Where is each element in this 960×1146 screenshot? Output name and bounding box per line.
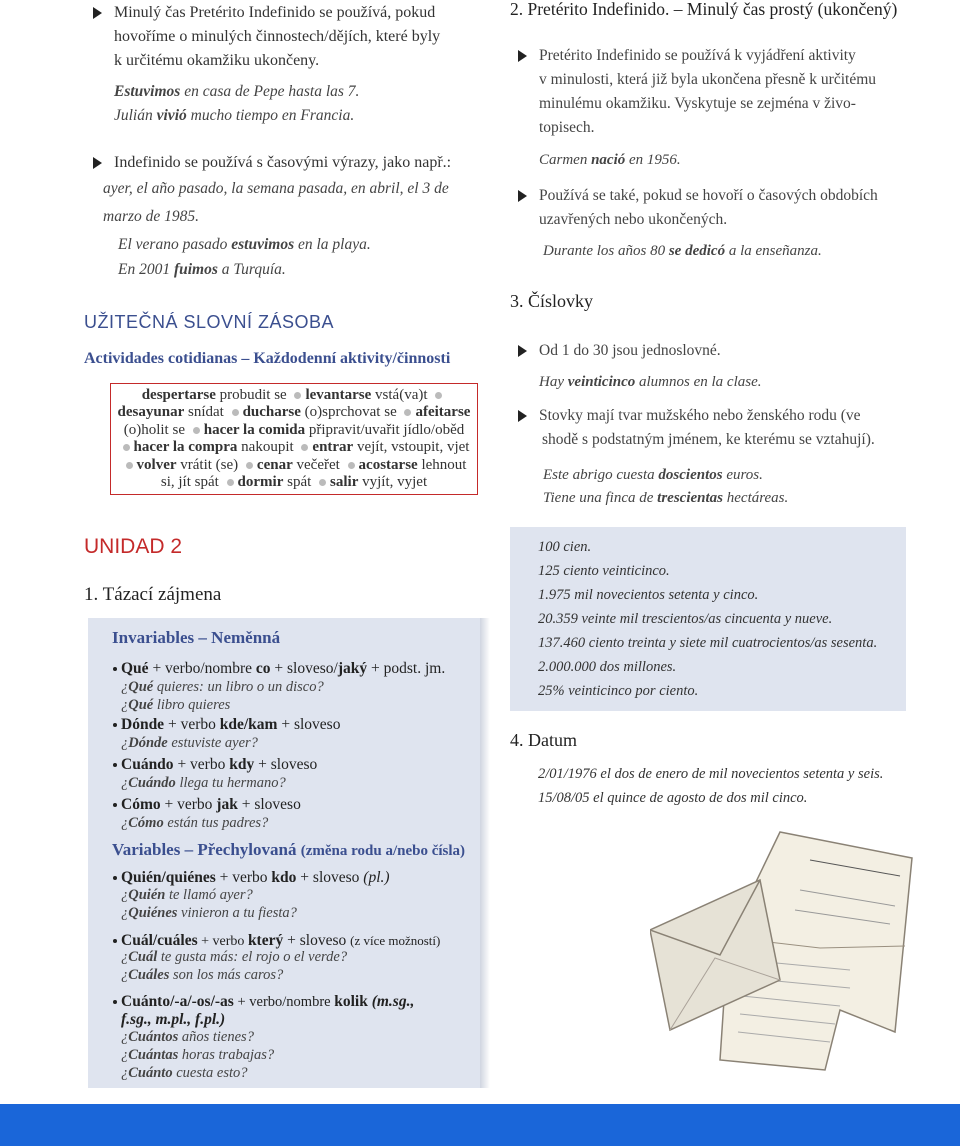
triangle-bullet-icon xyxy=(518,190,527,202)
dot-separator xyxy=(126,462,133,469)
triangle-bullet-icon xyxy=(518,50,527,62)
triangle-bullet-icon xyxy=(93,157,102,169)
question-example: ¿Quiénes vinieron a tu fiesta? xyxy=(121,905,297,921)
invariables-title: Invariables – Neměnná xyxy=(112,628,281,647)
numbers-panel xyxy=(510,527,906,711)
question-row: Qué + verbo/nombre co + sloveso/jaký + podst. jm. xyxy=(121,660,446,677)
section-heading: 4. Datum xyxy=(510,730,577,750)
dot-separator xyxy=(193,427,200,434)
section-heading: 2. Pretérito Indefinido. – Minulý čas prostý (ukončený) xyxy=(510,0,898,19)
dot-separator xyxy=(435,392,442,399)
bullet-dot xyxy=(113,667,117,671)
example-sentence: Julián vivió mucho tiempo en Francia. xyxy=(114,107,355,124)
question-example: ¿Dónde estuviste ayer? xyxy=(121,735,258,751)
question-row: Cómo + verbo jak + sloveso xyxy=(121,796,301,813)
bullet-dot xyxy=(113,939,117,943)
bottom-bar xyxy=(0,1104,960,1146)
question-example: ¿Cuántos años tienes? xyxy=(121,1029,254,1045)
section-heading: 1. Tázací zájmena xyxy=(84,584,222,605)
question-example: ¿Cuántas horas trabajas? xyxy=(121,1047,275,1063)
example-sentence: Durante los años 80 se dedicó a la enseñanza. xyxy=(543,243,822,259)
dot-separator xyxy=(348,462,355,469)
number-example: 20.359 veinte mil trescientos/as cincuenta y nueve. xyxy=(538,611,833,627)
vocab-title: UŽITEČNÁ SLOVNÍ ZÁSOBA xyxy=(84,312,335,332)
bullet-text-1: Minulý čas Pretérito Indefinido se používá, pokud hovoříme o minulých činnostech/dějích, které byly k určitému okamžiku ukončeny. xyxy=(114,4,441,69)
bullet-dot xyxy=(113,723,117,727)
bullet-dot xyxy=(113,1000,117,1004)
triangle-bullet-icon xyxy=(93,7,102,19)
question-example: ¿Cuáles son los más caros? xyxy=(121,967,284,983)
question-example: ¿Cuánto cuesta esto? xyxy=(121,1065,248,1081)
dot-separator xyxy=(246,462,253,469)
dot-separator xyxy=(301,444,308,451)
question-example: ¿Cómo están tus padres? xyxy=(121,815,269,831)
question-row: Cuál/cuáles + verbo který + sloveso (z více možností) xyxy=(121,932,441,949)
number-example: 125 ciento veinticinco. xyxy=(538,563,670,579)
bullet-text: Stovky mají tvar mužského nebo ženského rodu (ve shodě s podstatným jménem, ke kterému se vztahují). xyxy=(539,407,875,448)
question-row: Cuánto/-a/-os/-as + verbo/nombre kolik (m.sg., xyxy=(121,993,415,1010)
number-example: 1.975 mil novecientos setenta y cinco. xyxy=(538,587,759,603)
bullet-dot xyxy=(113,803,117,807)
question-row: Cuándo + verbo kdy + sloveso xyxy=(121,756,318,773)
question-example: ¿Qué libro quieres xyxy=(121,697,231,713)
vocab-box: despertarse probudit se levantarse vstá(va)t desayunar snídat ducharse (o)sprchovat se afeitarse (o)holit se hacer la comida připravit/uvařit jídlo/oběd hacer la compra nakoupit entrar vejít, vstoupit, vjet volver vrátit (se) cenar večeřet acostarse lehnout si, jít spát dormir spát salir vyjít, vyjet xyxy=(110,383,478,495)
example-sentence: El verano pasado estuvimos en la playa. xyxy=(118,236,371,253)
number-example: 100 cien. xyxy=(538,539,592,555)
dot-separator xyxy=(294,392,301,399)
bullet-text-2: Indefinido se používá s časovými výrazy, jako např.: xyxy=(114,154,452,171)
bullet-text: Pretérito Indefinido se používá k vyjádření aktivity v minulosti, která již byla ukončena přesně k určitému minulému okamžiku. Vyskytuje se zejména v živo- topisech. xyxy=(539,47,877,136)
unit-title: UNIDAD 2 xyxy=(84,535,183,558)
question-example: ¿Cuál te gusta más: el rojo o el verde? xyxy=(121,949,348,965)
example-sentence: Estuvimos en casa de Pepe hasta las 7. xyxy=(114,83,360,100)
dot-separator xyxy=(232,409,239,416)
date-example: 15/08/05 el quince de agosto de dos mil cinco. xyxy=(538,790,808,806)
example-sentence: Este abrigo cuesta doscientos euros. xyxy=(543,467,763,483)
bullet-dot xyxy=(113,763,117,767)
bullet-text: Od 1 do 30 jsou jednoslovné. xyxy=(539,342,721,359)
dot-separator xyxy=(319,479,326,486)
example-sentence: Hay veinticinco alumnos en la clase. xyxy=(539,374,762,390)
interrogatives-panel xyxy=(88,618,480,1088)
question-example: ¿Quién te llamó ayer? xyxy=(121,887,253,903)
bullet-dot xyxy=(113,876,117,880)
question-example: ¿Cuándo llega tu hermano? xyxy=(121,775,286,791)
number-example: 137.460 ciento treinta y siete mil cuatrocientos/as sesenta. xyxy=(538,635,878,651)
number-example: 2.000.000 dos millones. xyxy=(538,659,677,675)
example-sentence: Carmen nació en 1956. xyxy=(539,152,681,168)
example-sentence: Tiene una finca de trescientas hectáreas. xyxy=(543,490,789,506)
question-row-cont: f.sg., m.pl., f.pl.) xyxy=(121,1011,226,1028)
example-sentence: ayer, el año pasado, la semana pasada, en abril, el 3 de marzo de 1985. xyxy=(103,180,449,225)
number-example: 25% veinticinco por ciento. xyxy=(538,683,699,699)
example-sentence: En 2001 fuimos a Turquía. xyxy=(118,261,286,278)
dot-separator xyxy=(123,444,130,451)
envelope-letter-illustration xyxy=(650,820,940,1090)
dot-separator xyxy=(404,409,411,416)
dot-separator xyxy=(227,479,234,486)
date-example: 2/01/1976 el dos de enero de mil novecientos setenta y seis. xyxy=(538,766,884,782)
vocab-subtitle: Actividades cotidianas – Každodenní aktivity/činnosti xyxy=(84,350,451,367)
question-row: Dónde + verbo kde/kam + sloveso xyxy=(121,716,341,733)
question-row: Quién/quiénes + verbo kdo + sloveso (pl.) xyxy=(121,869,390,886)
triangle-bullet-icon xyxy=(518,410,527,422)
variables-title: Variables – Přechylovaná (změna rodu a/nebo čísla) xyxy=(112,840,466,859)
bullet-text: Používá se také, pokud se hovoří o časových obdobích uzavřených nebo ukončených. xyxy=(539,187,878,228)
section-heading: 3. Číslovky xyxy=(510,291,594,311)
question-example: ¿Qué quieres: un libro o un disco? xyxy=(121,679,324,695)
triangle-bullet-icon xyxy=(518,345,527,357)
